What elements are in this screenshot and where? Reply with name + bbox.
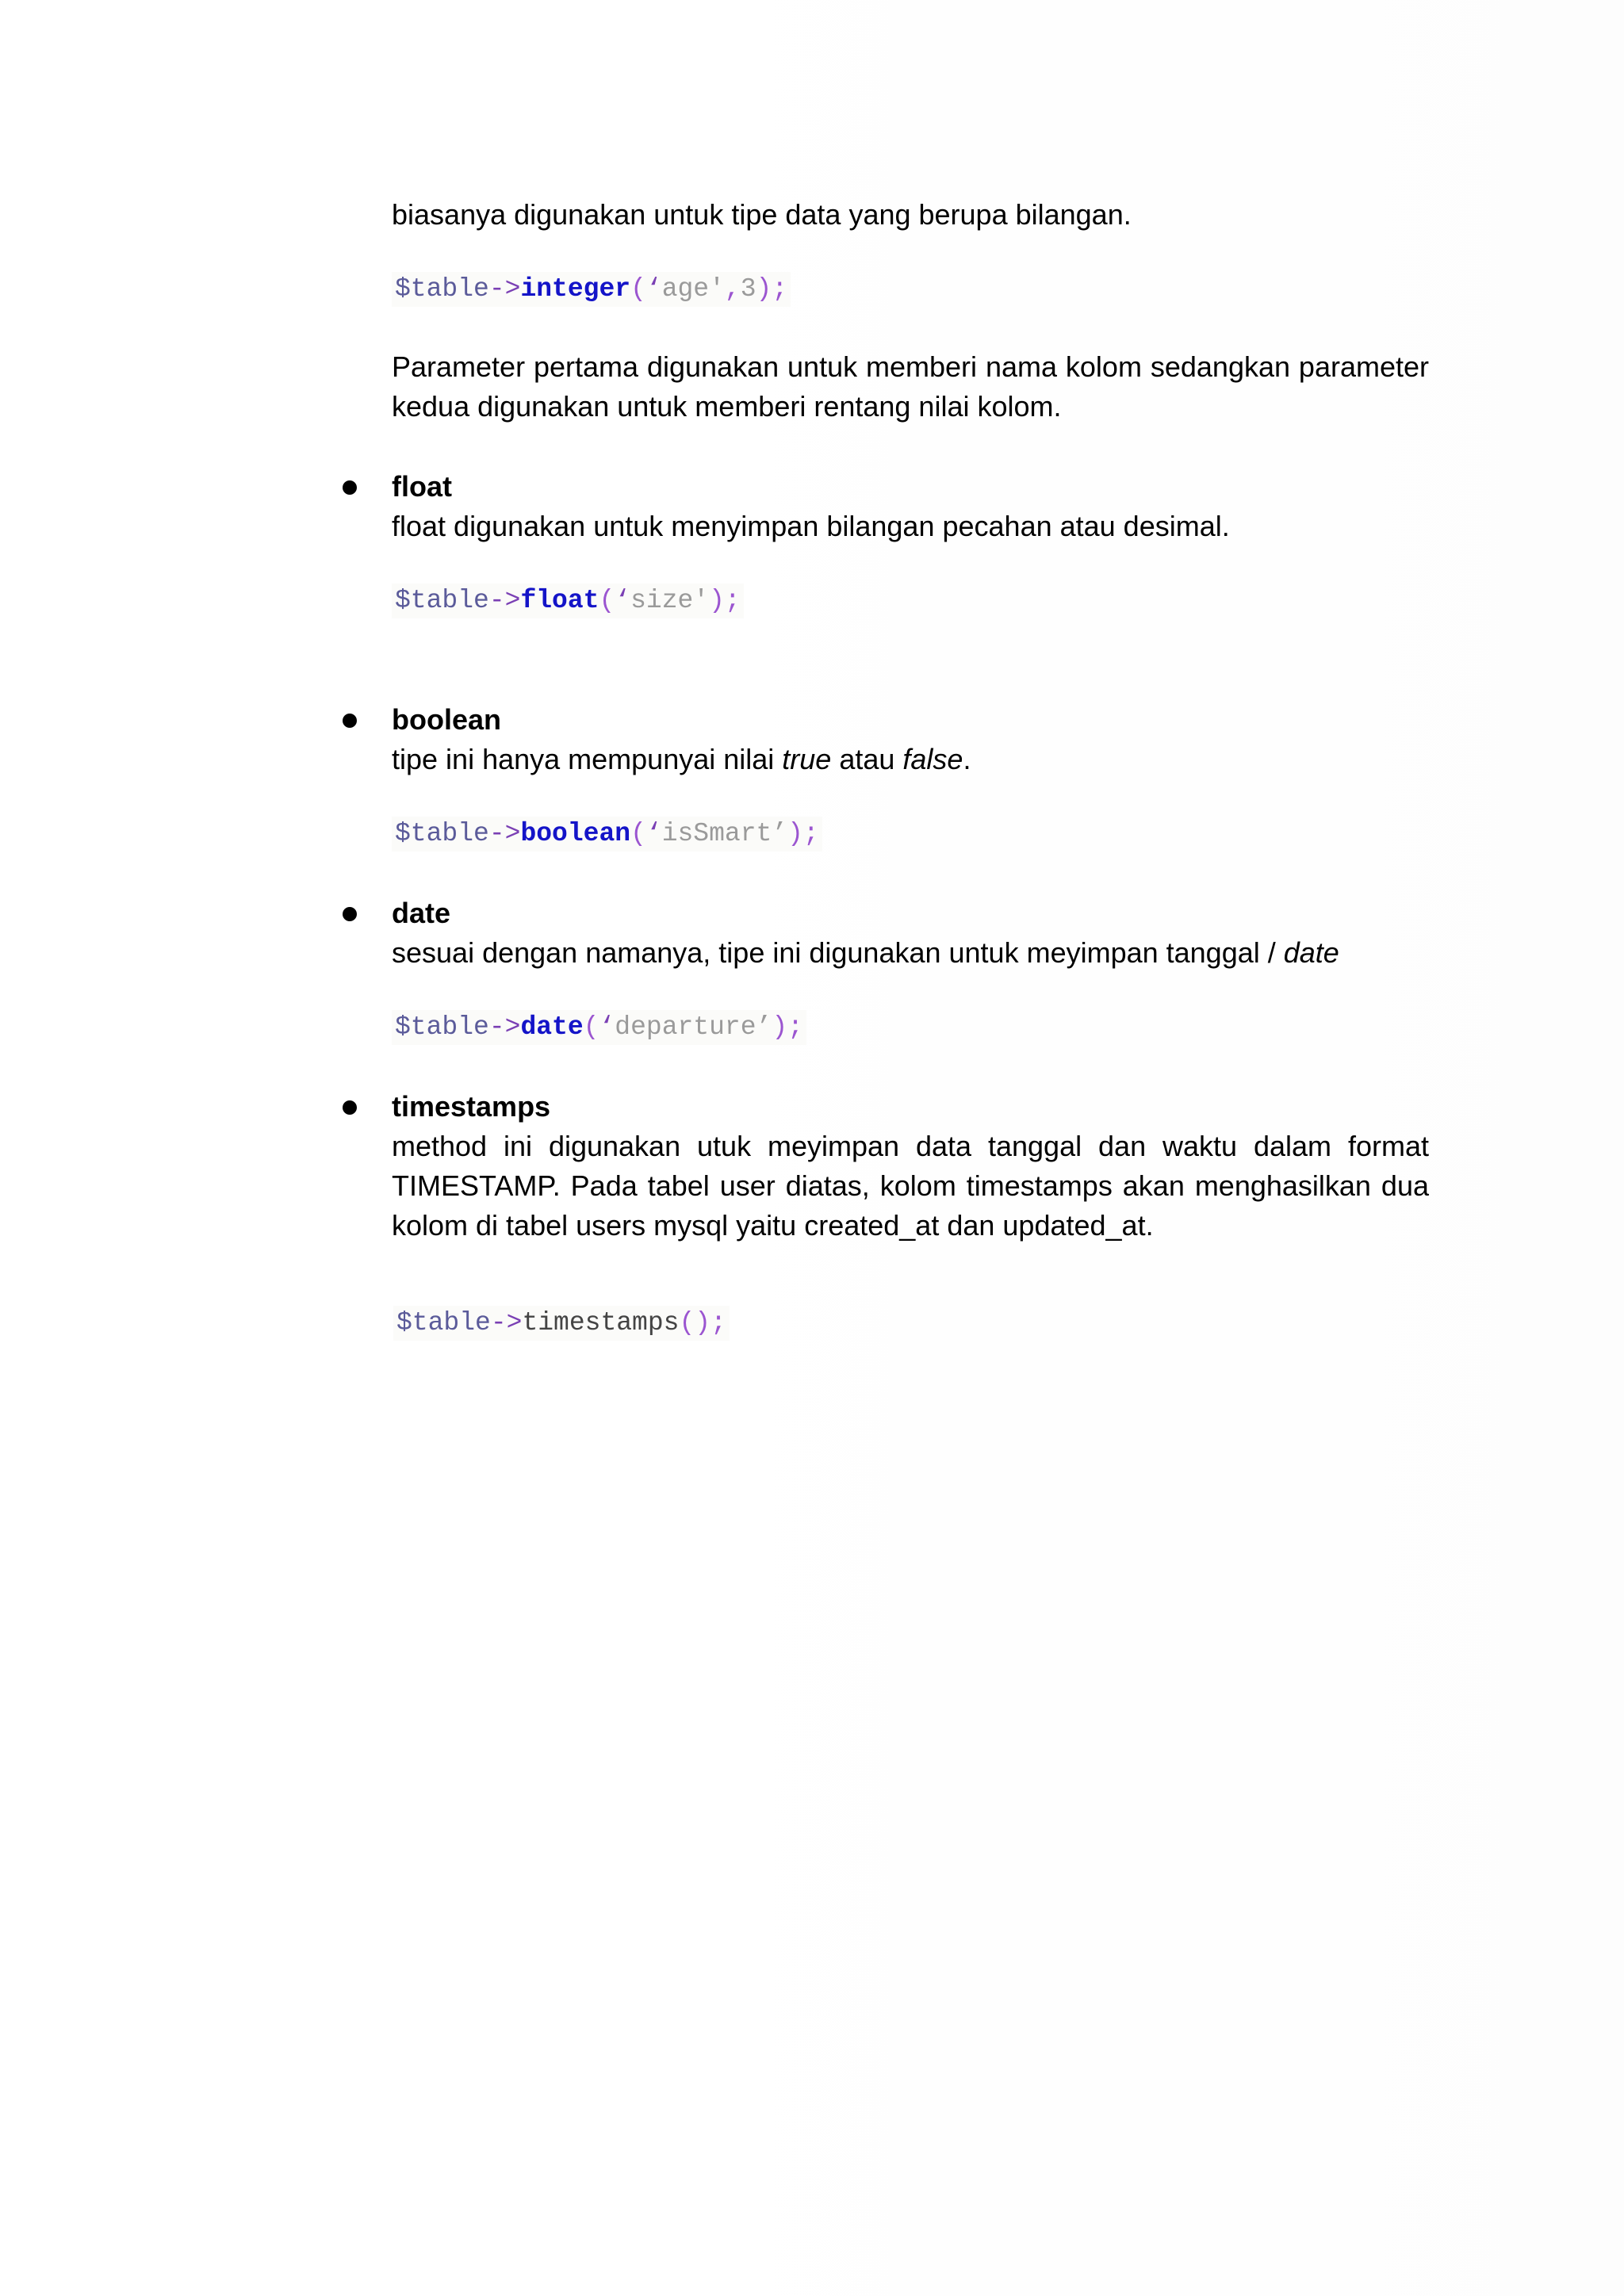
code-close: ); (709, 586, 741, 615)
text-segment: . (963, 743, 971, 775)
parameter-text: Parameter pertama digunakan untuk memberi nama kolom sedangkan parameter kedua digunakan untuk memberi rentang nilai kolom. (392, 350, 1429, 423)
code-arg: age' (661, 274, 725, 304)
code-var: $table (395, 819, 489, 848)
code-quote: ‘ (645, 819, 662, 848)
code-open-paren: ( (599, 586, 615, 615)
date-description (392, 933, 1429, 973)
text-segment: sesuai dengan namanya, tipe ini digunakan untuk meyimpan tanggal / (392, 936, 1284, 969)
code-close: ); (756, 274, 788, 304)
bullet-icon (343, 907, 357, 921)
text-italic-false: false (902, 743, 963, 775)
code-method: date (520, 1012, 584, 1042)
bullet-icon (343, 714, 357, 728)
code-close: (); (679, 1308, 726, 1337)
code-quote: ‘ (599, 1012, 615, 1042)
timestamps-description: method ini digunakan utuk meyimpan data tanggal dan waktu dalam format TIMESTAMP. Pada tabel user diatas, kolom timestamps akan menghasilkan dua kolom di tabel users mysql yaitu created_at dan updated_at. (392, 1130, 1429, 1242)
code-date (392, 1010, 806, 1045)
bullet-icon (343, 480, 357, 495)
code-arrow: -> (488, 586, 521, 615)
date-heading: date (392, 897, 451, 929)
code-method: boolean (520, 819, 631, 848)
boolean-description (392, 740, 1429, 779)
code-separator: , (724, 274, 741, 304)
text-segment: tipe ini hanya mempunyai nilai (392, 743, 783, 775)
code-arg: size' (630, 586, 710, 615)
code-boolean (392, 817, 822, 851)
code-quote: ‘ (615, 586, 631, 615)
text-italic-date: date (1283, 936, 1339, 969)
code-arg: departure’ (615, 1012, 772, 1042)
float-heading: float (392, 470, 452, 503)
code-arrow: -> (490, 1308, 523, 1337)
code-quote: ‘ (645, 274, 662, 304)
code-arrow: -> (488, 819, 521, 848)
code-float (392, 584, 744, 618)
code-open-paren: ( (630, 819, 646, 848)
code-var: $table (395, 586, 489, 615)
boolean-heading: boolean (392, 703, 502, 736)
code-method: integer (520, 274, 631, 304)
code-arrow: -> (488, 274, 521, 304)
intro-text: biasanya digunakan untuk tipe data yang berupa bilangan. (392, 198, 1132, 231)
code-var: $table (395, 1012, 489, 1042)
code-method: float (520, 586, 599, 615)
code-method: timestamps (522, 1308, 680, 1337)
float-description: float digunakan untuk menyimpan bilangan pecahan atau desimal. (392, 510, 1230, 542)
bullet-icon (343, 1100, 357, 1115)
code-open-paren: ( (583, 1012, 599, 1042)
code-close: ); (772, 1012, 803, 1042)
code-var: $table (395, 274, 489, 304)
text-segment: atau (831, 743, 903, 775)
code-timestamps (393, 1306, 730, 1341)
code-open-paren: ( (630, 274, 646, 304)
code-arg: isSmart’ (661, 819, 788, 848)
code-var: $table (396, 1308, 491, 1337)
timestamps-heading: timestamps (392, 1090, 551, 1123)
text-italic-true: true (782, 743, 832, 775)
code-arrow: -> (488, 1012, 521, 1042)
code-integer (392, 272, 791, 307)
code-close: ); (787, 819, 819, 848)
code-number: 3 (740, 274, 756, 304)
